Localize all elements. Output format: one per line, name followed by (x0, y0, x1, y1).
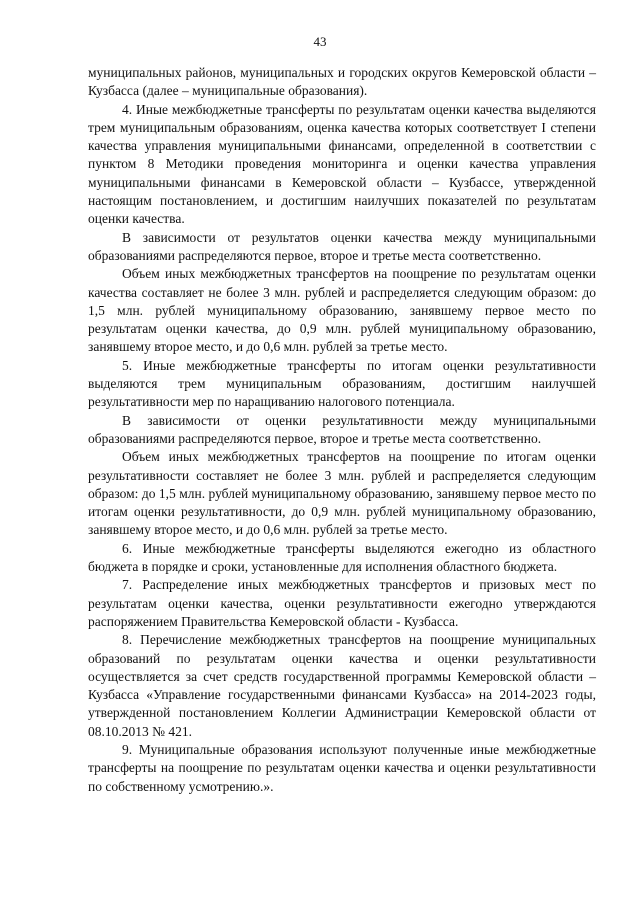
page-number: 43 (313, 34, 327, 49)
paragraph-item-5: 5. Иные межбюджетные трансферты по итогам оценки результативности выделяются трем муниципальным образованиям, достигшим наилучшей результативности мер по наращиванию налогового потенциала. (88, 357, 596, 410)
paragraph-item-9: 9. Муниципальные образования используют полученные иные межбюджетные трансферты на поощрение по результатам оценки качества и оценки результативности по собственному усмотрению.». (88, 741, 596, 794)
paragraph-item-7: 7. Распределение иных межбюджетных трансфертов и призовых мест по результатам оценки качества, оценки результативности ежегодно утверждаются распоряжением Правительства Кемеровской области - Кузбасса. (88, 577, 596, 629)
paragraph-continuation: муниципальных районов, муниципальных и городских округов Кемеровской области – Кузбасса (далее – муниципальные образования). (88, 65, 596, 99)
paragraph-item-5-amount: Объем иных межбюджетных трансфертов на поощрение по итогам оценки результативности составляет не более 3 млн. рублей и распределяется следующим образом: до 1,5 млн. рублей муниципальному образованию, занявшему первое место по итогам оценки результативности, до 0,9 млн. рублей муниципальному образованию, занявшему второе место, и до 0,6 млн. рублей за третье место. (88, 449, 596, 538)
paragraph-item-4-places: В зависимости от результатов оценки качества между муниципальными образованиями распределяются первое, второе и третье места соответственно. (88, 229, 596, 263)
body-text (88, 64, 596, 796)
paragraph-item-4-amount: Объем иных межбюджетных трансфертов на поощрение по результатам оценки качества составляет не более 3 млн. рублей и распределяется следующим образом: до 1,5 млн. рублей муниципальному образованию, занявшему первое место по результатам оценки качества, до 0,9 млн. рублей муниципальному образованию, занявшему второе место, и до 0,6 млн. рублей за третье место. (88, 266, 596, 355)
paragraph-item-8: 8. Перечисление межбюджетных трансфертов на поощрение муниципальных образований по результатам оценки качества и оценки результативности осуществляется за счет средств государственной программы Кемеровской области – Кузбасса «Управление государственными финансами Кузбасса» на 2014-2023 годы, утвержденной постановлением Коллегии Администрации Кемеровской области от 08.10.2013 № 421. (88, 632, 596, 739)
paragraph-item-6: 6. Иные межбюджетные трансферты выделяются ежегодно из областного бюджета в порядке и сроки, установленные для исполнения областного бюджета. (88, 540, 596, 575)
paragraph-item-4: 4. Иные межбюджетные трансферты по результатам оценки качества выделяются трем муниципальным образованиям, оценка качества которых соответствует I степени качества управления муниципальными финансами, определенной в соответствии с пунктом 8 Методики проведения мониторинга и оценки качества управления муниципальными финансами в Кемеровской области – Кузбассе, утвержденной настоящим постановлением, и достигшим наилучших показателей по результатам оценки качества. (88, 101, 596, 227)
paragraph-item-5-places: В зависимости от оценки результативности между муниципальными образованиями распределяются первое, второе и третье места соответственно. (88, 412, 596, 446)
